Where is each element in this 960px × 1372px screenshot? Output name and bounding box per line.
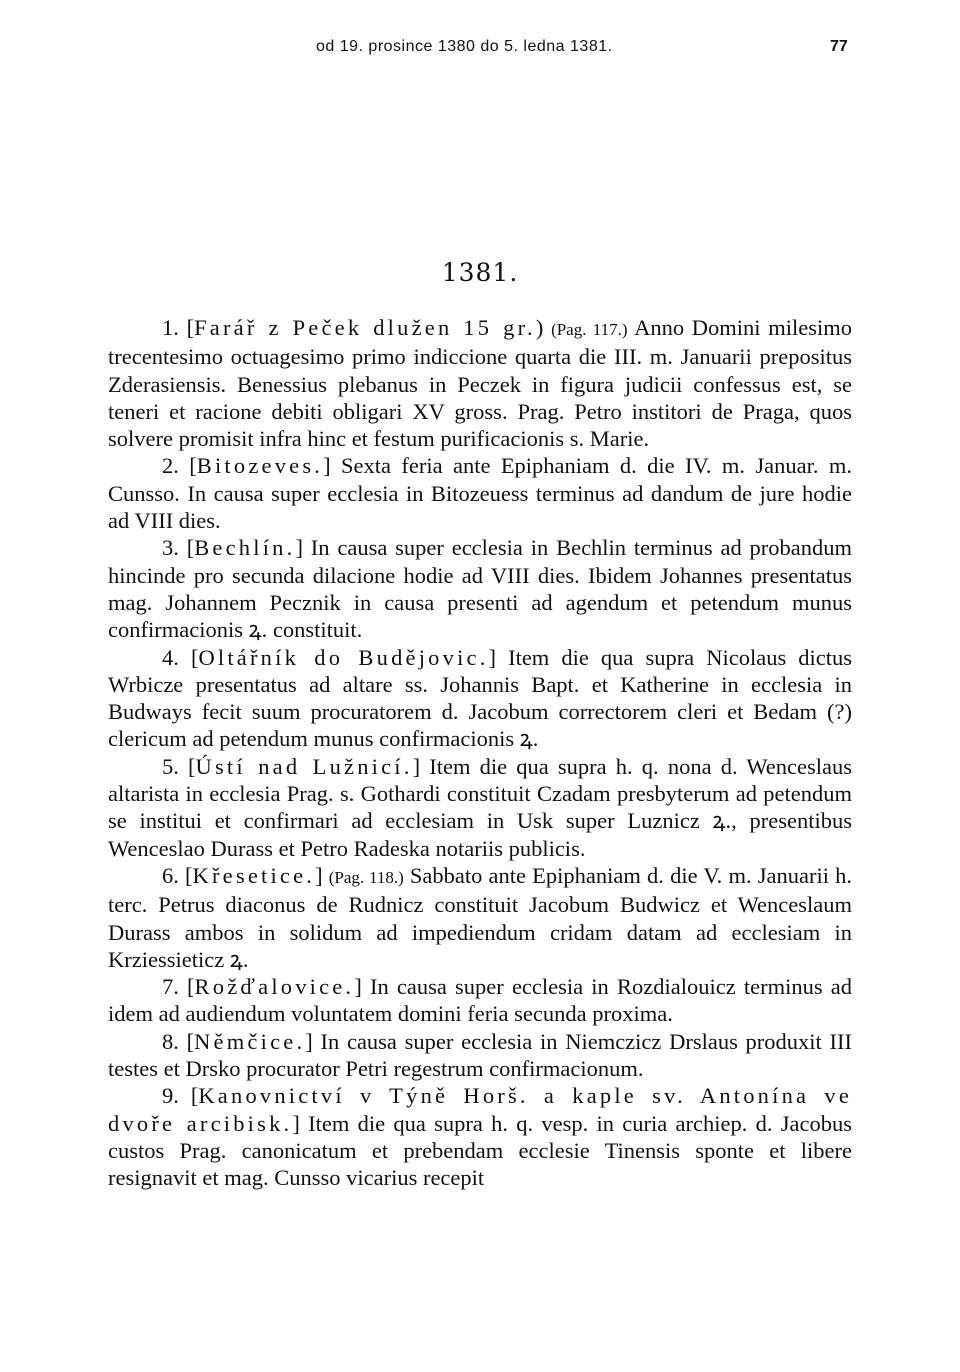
entry-text: Sexta feria ante Epiphaniam d. die IV. m. Januar. m. Cunsso. In causa super ecclesia in Bitozeuess terminus ad dandum de jure hodie ad VIII dies. <box>108 453 852 534</box>
year-heading: 1381. <box>441 258 519 287</box>
entry-open-bracket: [ <box>187 974 195 1000</box>
entry-close-bracket: ] <box>412 753 421 779</box>
entry-close-bracket: ) <box>535 315 544 340</box>
entry-text: In causa super ecclesia in Rozdialouicz terminus ad idem ad audiendum voluntatem domini feria secunda proxima. <box>108 974 852 1027</box>
entry-number: 2. <box>162 453 179 479</box>
entry-text: Anno Domini milesimo trecentesimo octuagesimo primo indiccione quarta die III. m. Januarii prepositus Zderasiensis. Benessius plebanus in Peczek in figura judicii confessus est, se teneri et racione debiti obligari XV gross. Prag. Petro institori de Praga, quos solvere promisit infra hinc et festum purificacionis s. Marie. <box>108 315 852 452</box>
entry-close-bracket: ] <box>292 1110 300 1136</box>
entry-number: 5. <box>162 753 179 779</box>
page-number: 77 <box>830 38 848 55</box>
entry <box>108 973 852 1028</box>
entry-title: Bitozeves. <box>196 453 324 479</box>
entry-text: Sabbato ante Epiphaniam d. die V. m. Januarii h. terc. Petrus diaconus de Rudnicz constituit Jacobum Budwicz et Wenceslaum Durass ambos in solidum ad impediendum cridam datam ad ecclesiam in Krziessieticz ꝝ. <box>108 862 852 972</box>
entry <box>108 644 852 753</box>
entry-close-bracket: ] <box>295 535 303 561</box>
entry <box>108 753 852 862</box>
entry <box>108 452 852 534</box>
entry-open-bracket: [ <box>189 453 197 479</box>
entry-title: Farář z Peček dlužen 15 gr. <box>194 315 536 340</box>
entry-open-bracket: [ <box>190 1083 199 1109</box>
entry-title: Ústí nad Lužnicí. <box>195 753 413 779</box>
entry-text: Item die qua supra h. q. nona d. Wenceslaus altarista in ecclesia Prag. s. Gothardi constituit Czadam presbyterum ad petendum se institui et confirmari ad ecclesiam in Usk super Luznicz ꝝ., presentibus Wenceslao Durass et Petro Radeska notariis publicis. <box>108 753 852 861</box>
document-body <box>108 314 852 1192</box>
entry-close-bracket: ] <box>354 974 362 1000</box>
entry-close-bracket: ] <box>315 862 323 888</box>
entry-text: Item die qua supra Nicolaus dictus Wrbicze presentatus ad altare ss. Johannis Bapt. et Katherine in ecclesia in Budways fecit suum procuratorem d. Jacobum correctorem cleri et Bedam (?) clericum ad petendum munus confirmacionis ꝝ. <box>108 644 853 752</box>
entry-text: In causa super ecclesia in Bechlin terminus ad probandum hincinde pro secunda dilacione hodie ad VIII dies. Ibidem Johannes presentatus mag. Johannem Pecznik in causa presenti ad agendum et petendum munus confirmacionis ꝝ. constituit. <box>108 535 853 643</box>
entry-title: Bechlín. <box>194 535 296 561</box>
entry-number: 9. <box>162 1083 179 1109</box>
entry-close-bracket: ] <box>305 1028 313 1054</box>
entry-number: 6. <box>162 862 179 888</box>
entry-number: 7. <box>162 974 179 1000</box>
entry-number: 3. <box>162 535 179 561</box>
page-header <box>0 38 960 64</box>
entry <box>108 534 852 643</box>
entry-text: Item die qua supra h. q. vesp. in curia archiep. d. Jacobus custos Prag. canonicatum et prebendam ecclesie Tinensis sponte et libere resignavit et mag. Cunsso vicarius recepit <box>108 1110 852 1191</box>
entry-open-bracket: [ <box>186 1028 195 1054</box>
entry-title: Kanovnictví v Týně Horš. a kaple sv. Antonína ve dvoře arcibisk. <box>108 1083 853 1136</box>
entry-open-bracket: [ <box>186 315 195 340</box>
entry <box>108 1082 852 1191</box>
entry-open-bracket: [ <box>185 862 193 888</box>
entry-number: 1. <box>162 315 179 340</box>
entry <box>108 1028 852 1083</box>
entry-open-bracket: [ <box>188 753 196 779</box>
entry-close-bracket: ] <box>488 644 497 670</box>
entry-title: Oltářník do Budějovic. <box>198 644 489 670</box>
entry-title: Němčice. <box>194 1028 306 1054</box>
page-reference: (Pag. 118.) <box>328 867 404 887</box>
entry-open-bracket: [ <box>186 535 195 561</box>
entry <box>108 314 852 452</box>
entry-title: Rožďalovice. <box>194 974 355 1000</box>
entry-number: 4. <box>162 644 179 670</box>
entry-number: 8. <box>162 1028 179 1054</box>
entry-title: Křesetice. <box>192 862 316 888</box>
page-reference: (Pag. 117.) <box>551 320 628 339</box>
entry-text: In causa super ecclesia in Niemczicz Drslaus produxit III testes et Drsko procurator Petri regestrum confirmacionum. <box>108 1028 852 1082</box>
entry-close-bracket: ] <box>323 453 331 479</box>
running-head: od 19. prosince 1380 do 5. ledna 1381. <box>316 38 613 55</box>
entry <box>108 862 852 973</box>
entry-open-bracket: [ <box>190 644 199 670</box>
